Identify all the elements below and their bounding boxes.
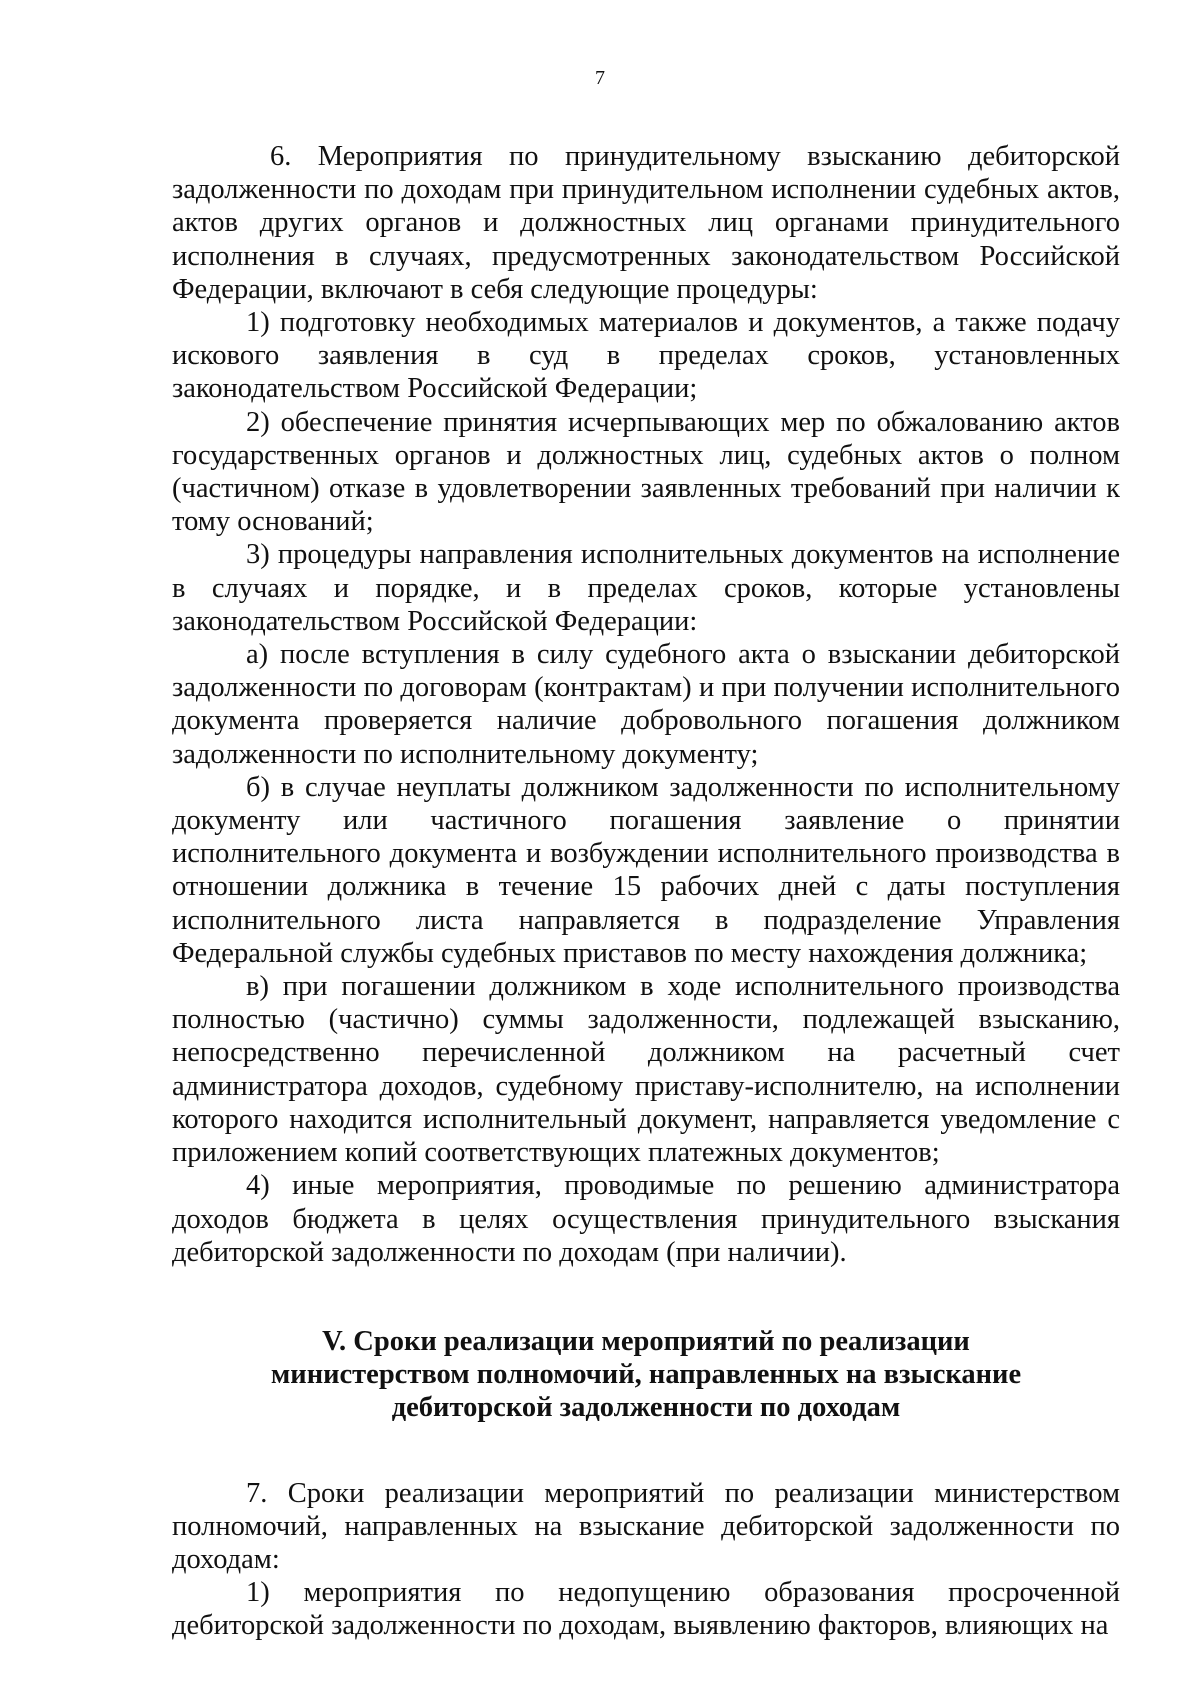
section-heading: [172, 1325, 1120, 1425]
paragraph-6: 6. Мероприятия по принудительному взысканию дебиторской задолженности по доходам при принудительном исполнении судебных актов, актов других органов и должностных лиц органами принудительного исполнения в случаях, предусмотренных законодательством Российской Федерации, включают в себя следующие процедуры:: [172, 141, 1120, 305]
paragraph-6-item-3a: а) после вступления в силу судебного акта о взыскании дебиторской задолженности по договорам (контрактам) и при получении исполнительного документа проверяется наличие добровольного погашения должником задолженности по исполнительному документу;: [172, 639, 1120, 770]
paragraph-7-item-1: 1) мероприятия по недопущению образования просроченной дебиторской задолженности по доходам, выявлению факторов, влияющих на: [172, 1577, 1120, 1642]
section-heading-line-2: министерством полномочий, направленных на взыскание: [270, 1359, 1022, 1391]
paragraph-6-item-3c: в) при погашении должником в ходе исполнительного производства полностью (частично) суммы задолженности, подлежащей взысканию, непосредственно перечисленной должником на расчетный счет администратора доходов, судебному приставу-исполнителю, на исполнении которого находится исполнительный документ, направляется уведомление с приложением копий соответствующих платежных документов;: [172, 971, 1120, 1169]
paragraph-6-item-3: 3) процедуры направления исполнительных документов на исполнение в случаях и порядке, и в пределах сроков, которые установлены законодательством Российской Федерации:: [172, 539, 1120, 637]
paragraph-6-item-4: 4) иные мероприятия, проводимые по решению администратора доходов бюджета в целях осуществления принудительного взыскания дебиторской задолженности по доходам (при наличии).: [172, 1170, 1120, 1268]
page-number: 7: [595, 67, 605, 89]
section-heading-line-1: V. Сроки реализации мероприятий по реализации: [322, 1325, 970, 1357]
paragraph-7: 7. Сроки реализации мероприятий по реализации министерством полномочий, направленных на взыскание дебиторской задолженности по доходам:: [172, 1477, 1120, 1575]
paragraph-6-item-1: 1) подготовку необходимых материалов и документов, а также подачу искового заявления в суд в пределах сроков, установленных законодательством Российской Федерации;: [172, 307, 1120, 405]
document-body: [172, 140, 1120, 1643]
paragraph-6-item-3b: б) в случае неуплаты должником задолженности по исполнительному документу или частичного погашения заявление о принятии исполнительного документа и возбуждении исполнительного производства в отношении должника в течение 15 рабочих дней с даты поступления исполнительного листа направляется в подразделение Управления Федеральной службы судебных приставов по месту нахождения должника;: [172, 771, 1120, 969]
paragraph-6-item-2: 2) обеспечение принятия исчерпывающих мер по обжалованию актов государственных органов и должностных лиц, судебных актов о полном (частичном) отказе в удовлетворении заявленных требований при наличии к тому оснований;: [172, 406, 1120, 538]
section-heading-line-3: дебиторской задолженности по доходам: [391, 1392, 901, 1424]
